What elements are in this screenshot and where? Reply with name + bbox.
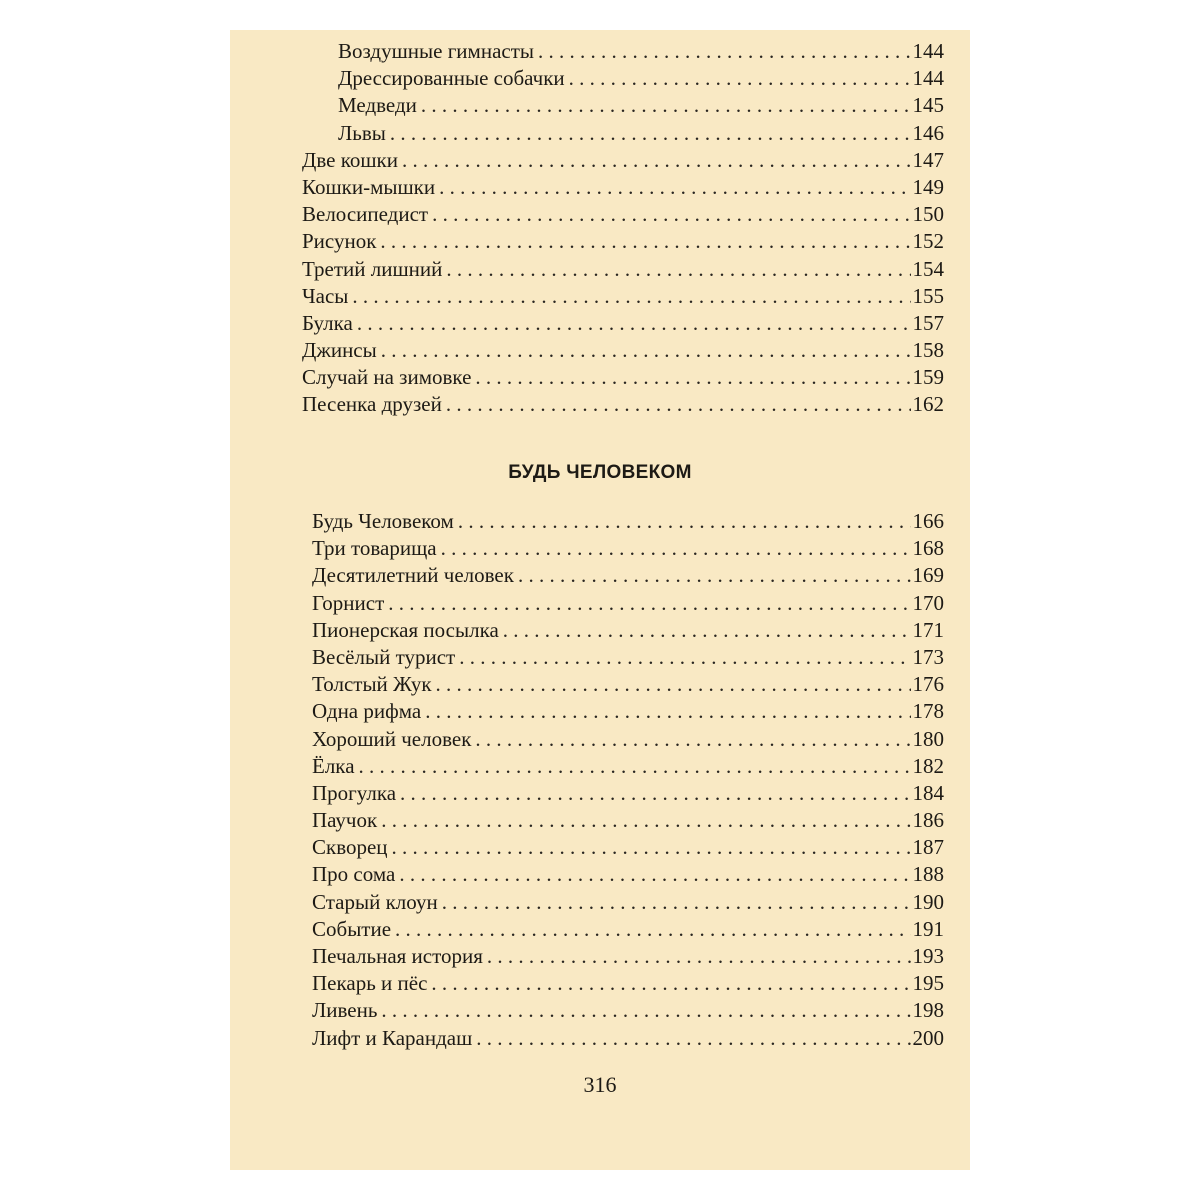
toc-entry-title: Весёлый турист [312,644,456,669]
toc-entry-page: 180 [912,726,944,751]
toc-row [302,120,944,147]
toc-entry-page: 152 [912,229,944,254]
toc-row [302,617,944,644]
toc-entry-page: 147 [912,147,944,172]
toc-entry-page: 146 [912,120,944,145]
toc-entry-page: 188 [912,862,944,887]
toc-entry-title: Пионерская посылка [312,617,499,642]
toc-entry-page: 173 [912,644,944,669]
toc-entry-title: Джинсы [302,338,377,363]
toc-list-top [302,38,944,419]
toc-row [302,644,944,671]
toc-entry-title: Будь Человеком [312,509,454,533]
toc-row [302,364,944,391]
toc-row [302,997,944,1024]
toc-entry-title: Ёлка [312,753,355,778]
toc-row [302,310,944,337]
toc-row [302,201,944,228]
toc-entry-page: 195 [912,971,944,996]
page-number: 316 [583,1072,617,1097]
toc-row [302,916,944,943]
toc-list-bottom [302,508,944,1052]
toc-entry-title: Толстый Жук [312,672,432,697]
toc-entry-title: Случай на зимовке [302,365,472,390]
toc-row [302,256,944,283]
toc-entry-title: Медведи [338,93,417,118]
toc-row [302,889,944,916]
toc-entry-title: Ливень [312,998,378,1023]
toc-entry-page: 144 [912,39,944,63]
section-heading: БУДЬ ЧЕЛОВЕКОМ [508,462,692,483]
toc-entry-page: 187 [912,835,944,860]
toc-entry-page: 182 [912,753,944,778]
toc-entry-page: 145 [912,93,944,118]
toc-entry-title: Лифт и Карандаш [312,1025,473,1050]
toc-row [302,861,944,888]
toc-entry-page: 144 [912,66,944,91]
toc-row [302,753,944,780]
toc-row [302,391,944,418]
toc-entry-page: 171 [912,617,944,642]
toc-entry-page: 158 [912,338,944,363]
toc-entry-title: Горнист [312,590,385,615]
toc-row [302,508,944,535]
toc-row [302,970,944,997]
book-page [230,30,970,1170]
toc-entry-title: Дрессированные собачки [338,66,565,91]
toc-row [302,228,944,255]
toc-entry-page: 150 [912,202,944,227]
toc-entry-title: Прогулка [312,780,397,805]
toc-entry-page: 178 [912,699,944,724]
toc-row [302,780,944,807]
toc-row [302,698,944,725]
toc-row [302,283,944,310]
toc-entry-page: 200 [912,1025,944,1050]
toc-entry-title: Часы [302,283,349,308]
toc-entry-title: Пекарь и пёс [312,971,428,996]
toc-row [302,38,944,65]
toc-entry-page: 149 [912,174,944,199]
toc-entry-title: Событие [312,916,392,941]
toc-entry-page: 162 [912,392,944,417]
toc-row [302,92,944,119]
toc-entry-title: Песенка друзей [302,392,442,417]
toc-entry-title: Рисунок [302,229,377,254]
toc-entry-title: Паучок [312,808,378,833]
toc-entry-page: 190 [912,889,944,914]
toc-entry-page: 159 [912,365,944,390]
toc-entry-page: 198 [912,998,944,1023]
toc-row [302,726,944,753]
toc-entry-page: 176 [912,672,944,697]
toc-row [302,1025,944,1052]
toc-row [302,562,944,589]
toc-row [302,174,944,201]
toc-entry-title: Кошки-мышки [302,174,436,199]
toc-entry-title: Велосипедист [302,202,429,227]
toc-entry-title: Хороший человек [312,726,472,751]
toc-entry-page: 193 [912,944,944,968]
toc-entry-page: 170 [912,590,944,615]
toc-row [302,65,944,92]
toc-entry-page: 186 [912,808,944,833]
toc-row [302,943,944,970]
toc-entry-page: 154 [912,256,944,281]
toc-entry-page: 168 [912,536,944,561]
toc-entry-title: Львы [338,120,386,145]
toc-row [302,807,944,834]
toc-entry-title: Про сома [312,862,396,887]
toc-entry-page: 166 [912,509,944,533]
toc-row [302,671,944,698]
toc-entry-page: 157 [912,310,944,335]
toc-entry-page: 191 [912,916,944,941]
toc-row [302,535,944,562]
toc-entry-title: Третий лишний [302,256,443,281]
toc-entry-title: Одна рифма [312,699,422,724]
toc-entry-page: 169 [912,563,944,588]
toc-entry-title: Старый клоун [312,889,438,914]
toc-row [302,337,944,364]
toc-entry-page: 184 [912,780,944,805]
toc-entry-title: Печальная история [312,944,483,968]
toc-entry-title: Воздушные гимнасты [338,39,535,63]
toc-entry-title: Булка [302,310,353,335]
toc-entry-title: Десятилетний человек [312,563,514,588]
toc-row [302,147,944,174]
toc-entry-page: 155 [912,283,944,308]
toc-row [302,590,944,617]
toc-entry-title: Скворец [312,835,388,860]
toc-entry-title: Две кошки [302,147,398,172]
toc-entry-title: Три товарища [312,536,437,561]
toc-row [302,834,944,861]
